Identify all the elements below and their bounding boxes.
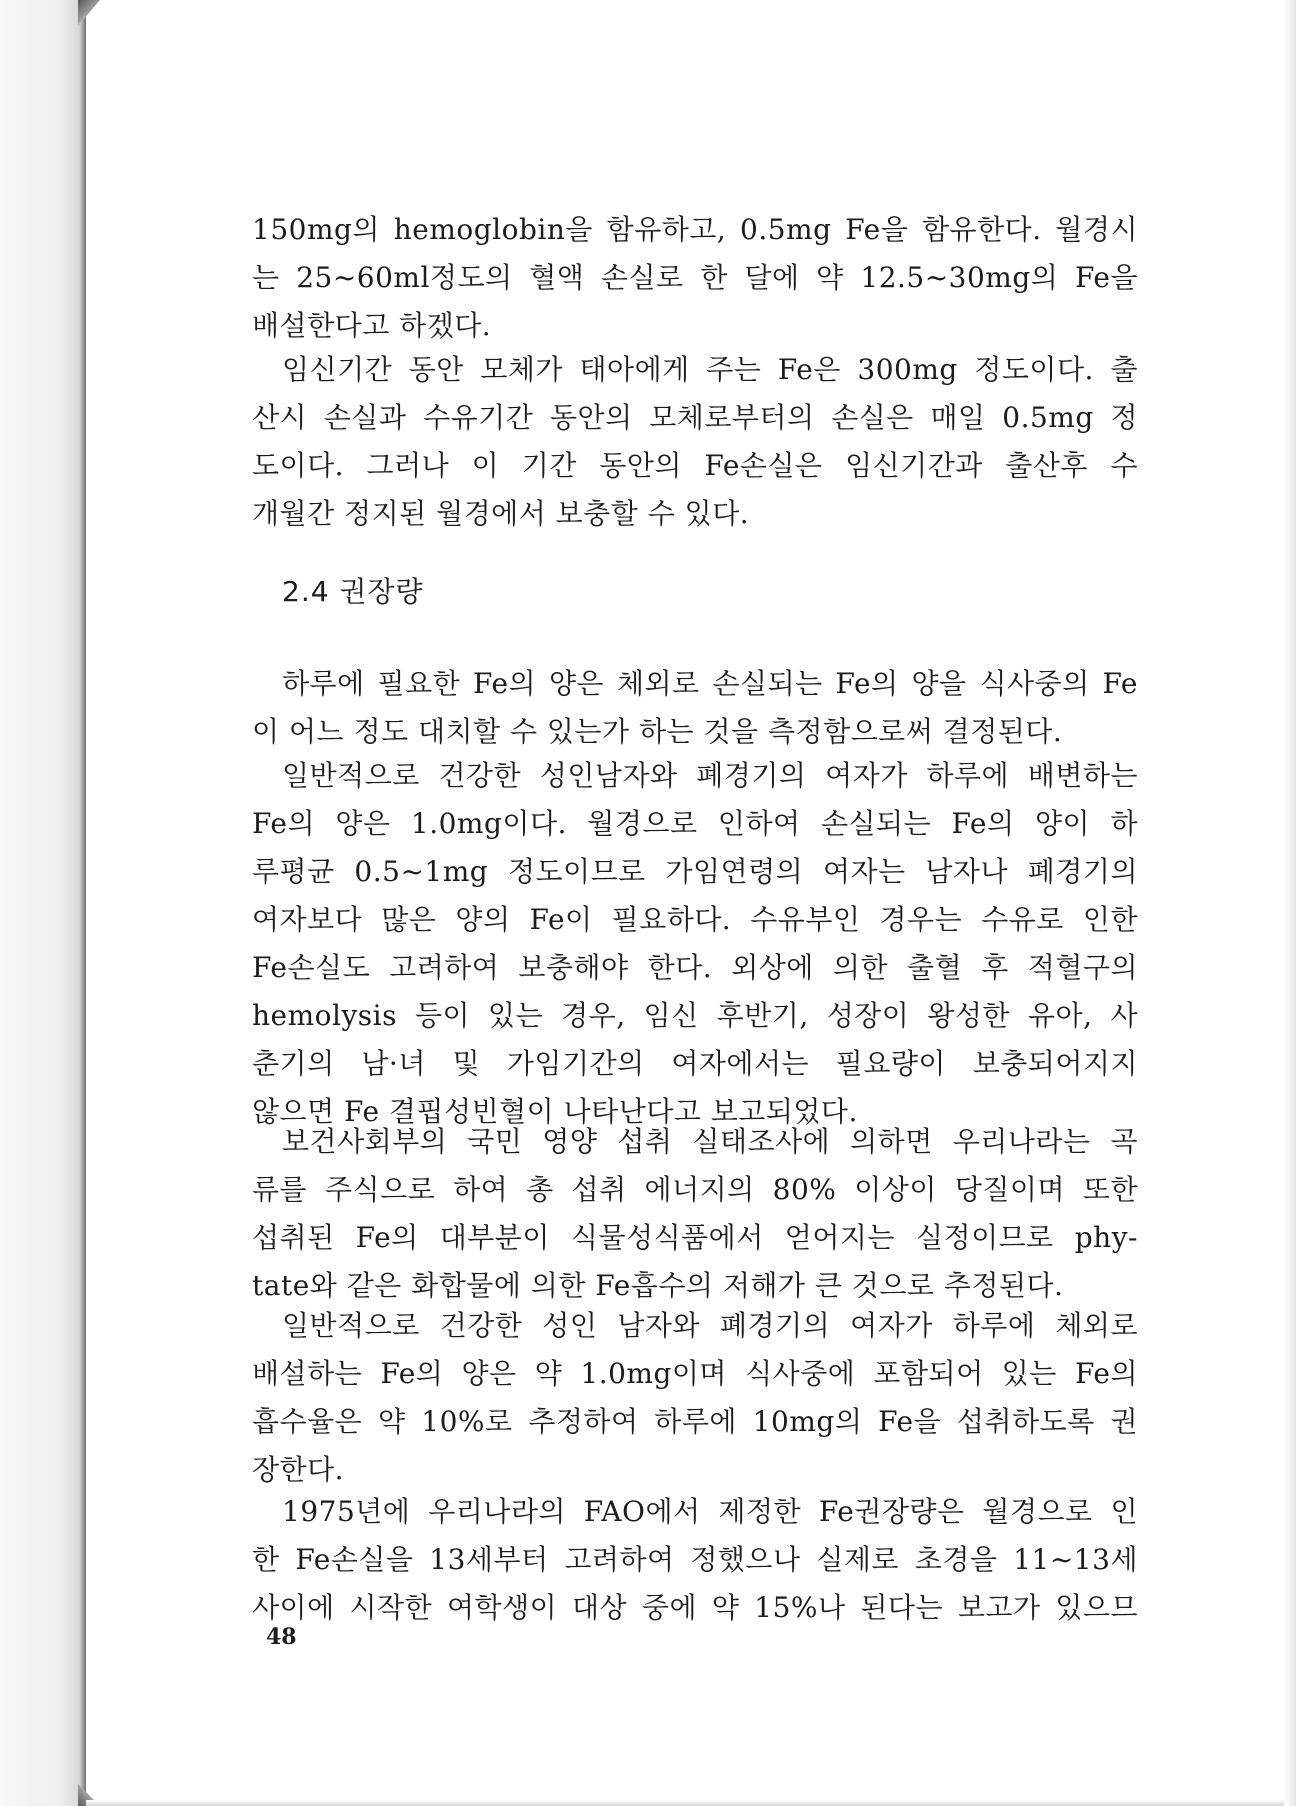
paragraph-hemoglobin bbox=[252, 206, 1138, 350]
text-line: 섭취된 Fe의 대부분이 식물성식품에서 얻어지는 실정이므로 phy- bbox=[252, 1221, 1138, 1254]
paragraph-recommendation bbox=[252, 1302, 1138, 1494]
text-line: 는 25~60ml정도의 혈액 손실로 한 달에 약 12.5~30mg의 Fe을 bbox=[252, 261, 1138, 294]
text-line: 150mg의 hemoglobin을 함유하고, 0.5mg Fe을 함유한다. 월경시 bbox=[252, 213, 1138, 246]
text-line: 않으면 Fe 결핍성빈혈이 나타난다고 보고되었다. bbox=[252, 1095, 858, 1128]
text-line: Fe손실도 고려하여 보충해야 한다. 외상에 의한 출혈 후 적혈구의 bbox=[252, 951, 1138, 984]
text-line: 도이다. 그러나 이 기간 동안의 Fe손실은 임신기간과 출산후 수 bbox=[252, 449, 1138, 482]
text-line: 산시 손실과 수유기간 동안의 모체로부터의 손실은 매일 0.5mg 정 bbox=[252, 401, 1138, 434]
page-bottom-edge bbox=[86, 1800, 1296, 1806]
book-spine-edge bbox=[80, 0, 86, 1806]
text-line: 사이에 시작한 여학생이 대상 중에 약 15%나 된다는 보고가 있으므 bbox=[252, 1591, 1138, 1624]
text-line: hemolysis 등이 있는 경우, 임신 후반기, 성장이 왕성한 유아, 사 bbox=[252, 999, 1138, 1032]
text-line: 류를 주식으로 하여 총 섭취 에너지의 80% 이상이 당질이며 또한 bbox=[252, 1173, 1138, 1206]
text-line: 루평균 0.5~1mg 정도이므로 가임연령의 여자는 남자나 폐경기의 bbox=[252, 855, 1138, 888]
text-line: 한 Fe손실을 13세부터 고려하여 정했으나 실제로 초경을 11~13세 bbox=[252, 1543, 1138, 1576]
text-line: 배설한다고 하겠다. bbox=[252, 309, 492, 342]
text-line: 하루에 필요한 Fe의 양은 체외로 손실되는 Fe의 양을 식사중의 Fe bbox=[282, 667, 1138, 700]
section-heading: 2.4 권장량 bbox=[282, 575, 424, 608]
paragraph-adult-loss bbox=[252, 752, 1138, 1136]
paragraph-daily-requirement bbox=[252, 660, 1138, 756]
text-line: 개월간 정지된 월경에서 보충할 수 있다. bbox=[252, 497, 750, 530]
text-line: 여자보다 많은 양의 Fe이 필요하다. 수유부인 경우는 수유로 인한 bbox=[252, 903, 1138, 936]
page-number: 48 bbox=[266, 1624, 297, 1650]
text-line: 일반적으로 건강한 성인남자와 폐경기의 여자가 하루에 배변하는 bbox=[282, 759, 1138, 792]
text-line: tate와 같은 화합물에 의한 Fe흡수의 저해가 큰 것으로 추정된다. bbox=[252, 1269, 1064, 1302]
book-binding-shadow bbox=[0, 0, 86, 1806]
page-right-edge bbox=[1284, 0, 1296, 1806]
text-line: 1975년에 우리나라의 FAO에서 제정한 Fe권장량은 월경으로 인 bbox=[282, 1495, 1138, 1528]
paragraph-pregnancy bbox=[252, 346, 1138, 538]
text-line: 일반적으로 건강한 성인 남자와 폐경기의 여자가 하루에 체외로 bbox=[282, 1309, 1138, 1342]
text-line: 이 어느 정도 대치할 수 있는가 하는 것을 측정함으로써 결정된다. bbox=[252, 715, 1063, 748]
text-line: 임신기간 동안 모체가 태아에게 주는 Fe은 300mg 정도이다. 출 bbox=[282, 353, 1138, 386]
text-line: 흡수율은 약 10%로 추정하여 하루에 10mg의 Fe을 섭취하도록 권 bbox=[252, 1405, 1138, 1438]
text-line: 보건사회부의 국민 영양 섭취 실태조사에 의하면 우리나라는 곡 bbox=[282, 1125, 1138, 1158]
text-line: 장한다. bbox=[252, 1453, 345, 1486]
text-line: 배설하는 Fe의 양은 약 1.0mg이며 식사중에 포함되어 있는 Fe의 bbox=[252, 1357, 1138, 1390]
text-line: 춘기의 남·녀 및 가임기간의 여자에서는 필요량이 보충되어지지 bbox=[252, 1047, 1138, 1080]
text-line: Fe의 양은 1.0mg이다. 월경으로 인하여 손실되는 Fe의 양이 하 bbox=[252, 807, 1138, 840]
paragraph-nutrition-survey bbox=[252, 1118, 1138, 1310]
paragraph-fao-1975 bbox=[252, 1488, 1138, 1632]
